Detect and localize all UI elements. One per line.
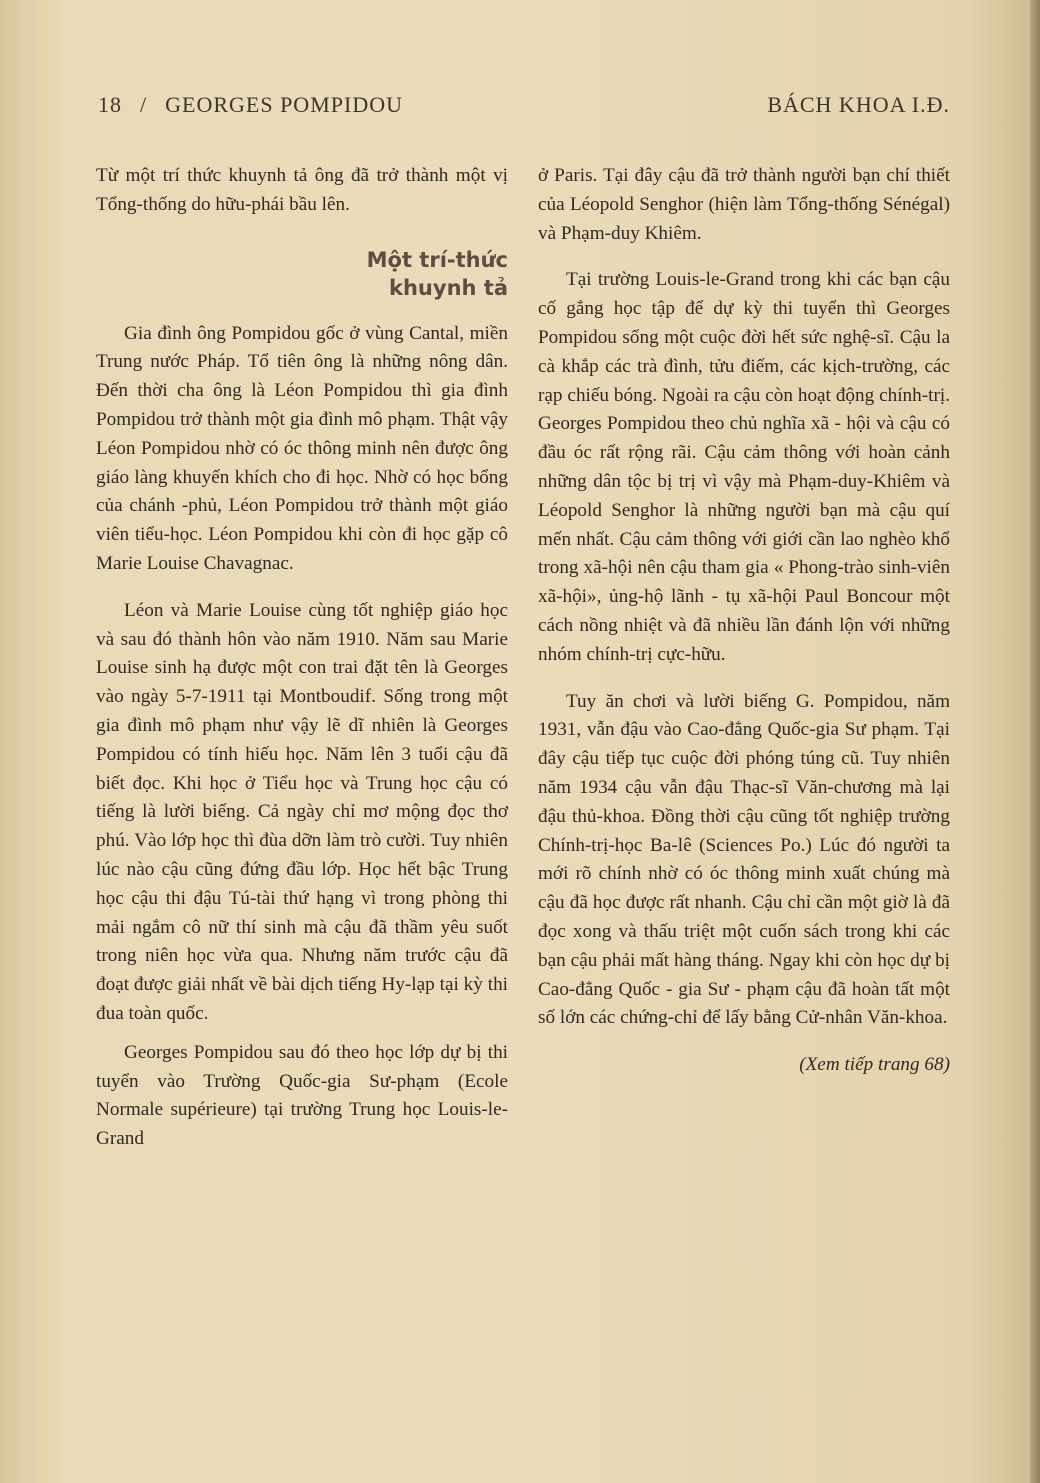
header-separator: / (140, 92, 148, 117)
left-column (96, 162, 508, 1154)
subheading-line-1: Một trí-thức (366, 247, 508, 272)
right-column (538, 162, 950, 1080)
publication-name: BÁCH KHOA I.Đ. (767, 92, 950, 117)
body-paragraph: Georges Pompidou sau đó theo học lớp dự bị thi tuyển vào Trường Quốc-gia Sư-phạm (Ecole Normale supérieure) tại trường Trung học Louis-le-Grand (96, 1041, 508, 1150)
running-title: GEORGES POMPIDOU (165, 92, 403, 117)
subheading-line-2: khuynh tả (389, 275, 508, 300)
page-number: 18 (98, 92, 122, 117)
body-paragraph: ở Paris. Tại đây cậu đã trở thành người bạn chí thiết của Léopold Senghor (hiện làm Tổng-thống Sénégal) và Phạm-duy Khiêm. (538, 165, 950, 244)
body-paragraph: Tuy ăn chơi và lười biếng G. Pompidou, năm 1931, vẫn đậu vào Cao-đẳng Quốc-gia Sư phạm. Tại đây cậu tiếp tục cuộc đời phóng túng cũ. Tuy nhiên năm 1934 cậu vẫn đậu Thạc-sĩ Văn-chương mà lại đậu thủ-khoa. Đồng thời cậu cũng tốt nghiệp trường Chính-trị-học Ba-lê (Sciences Po.) Lúc đó người ta mới rõ chính nhờ có óc thông minh xuất chúng mà cậu đã học được rất nhanh. Cậu chỉ cần một giờ là đã đọc xong và thấu triệt một cuốn sách trong khi các bạn cậu phải mất hàng tháng. Ngay khi còn học dự bị Cao-đẳng Quốc - gia Sư - phạm cậu đã hoàn tất một số lớn các chứng-chỉ để lấy bằng Cử-nhân Văn-khoa. (538, 690, 950, 1029)
header-left (98, 92, 403, 118)
running-header (98, 92, 950, 128)
continued-note: (Xem tiếp trang 68) (799, 1054, 950, 1076)
body-paragraph: Gia đình ông Pompidou gốc ở vùng Cantal, miền Trung nước Pháp. Tổ tiên ông là những nông dân. Đến thời cha ông là Léon Pompidou thì gia đình Pompidou trở thành một gia đình mô phạm. Thật vậy Léon Pompidou nhờ có óc thông minh nên được ông giáo làng khuyến khích cho đi học. Nhờ có học bổng của chánh -phủ, Léon Pompidou trở thành một giáo viên tiểu-học. Léon Pompidou khi còn đi học gặp cô Marie Louise Chavagnac. (96, 322, 508, 574)
page-fold-shadow (1030, 0, 1040, 1483)
body-paragraph: Tại trường Louis-le-Grand trong khi các bạn cậu cố gắng học tập để dự kỳ thi tuyển thì Georges Pompidou sống một cuộc đời hết sức nghệ-sĩ. Cậu la cà khắp các trà đình, tửu điếm, các kịch-trường, các rạp chiếu bóng. Ngoài ra cậu còn hoạt động chính-trị. Georges Pompidou theo chủ nghĩa xã - hội và cậu có đầu óc rất rộng rãi. Cậu cảm thông với hoàn cảnh những dân tộc bị trị vì vậy mà Phạm-duy-Khiêm và Léopold Senghor là những người bạn mà cậu quí mến nhất. Cậu cảm thông với giới cần lao nghèo khổ trong xã-hội nên cậu tham gia « Phong-trào sinh-viên xã-hội», ủng-hộ lãnh - tụ xã-hội Paul Boncour một cách nồng nhiệt và đã nhiều lần đánh lộn với những nhóm chính-trị cực-hữu. (538, 269, 950, 665)
body-paragraph: Léon và Marie Louise cùng tốt nghiệp giáo học và sau đó thành hôn vào năm 1910. Năm sau Marie Louise sinh hạ được một con trai đặt tên là Georges vào ngày 5-7-1911 tại Montboudif. Sống trong một gia đình mô phạm như vậy lẽ dĩ nhiên là Georges Pompidou có tính hiếu học. Năm lên 3 tuổi cậu đã biết đọc. Khi học ở Tiểu học và Trung học cậu có tiếng là lười biếng. Cả ngày chỉ mơ mộng đọc thơ phú. Vào lớp học thì đùa dỡn làm trò cười. Tuy nhiên lúc nào cậu cũng đứng đầu lớp. Học hết bậc Trung học cậu thi đậu Tú-tài thứ hạng vì trong phòng thi mải ngắm cô nữ thí sinh mà cậu đã thầm yêu suốt trong niên học vừa qua. Nhưng năm trước cậu đã đoạt được giải nhất về bài dịch tiếng Hy-lạp tại kỳ thi đua toàn quốc. (96, 599, 508, 1024)
section-subheading (96, 246, 508, 302)
intro-paragraph: Từ một trí thức khuynh tả ông đã trở thành một vị Tổng-thống do hữu-phái bầu lên. (96, 165, 508, 215)
margin-guide-line (44, 0, 46, 1483)
